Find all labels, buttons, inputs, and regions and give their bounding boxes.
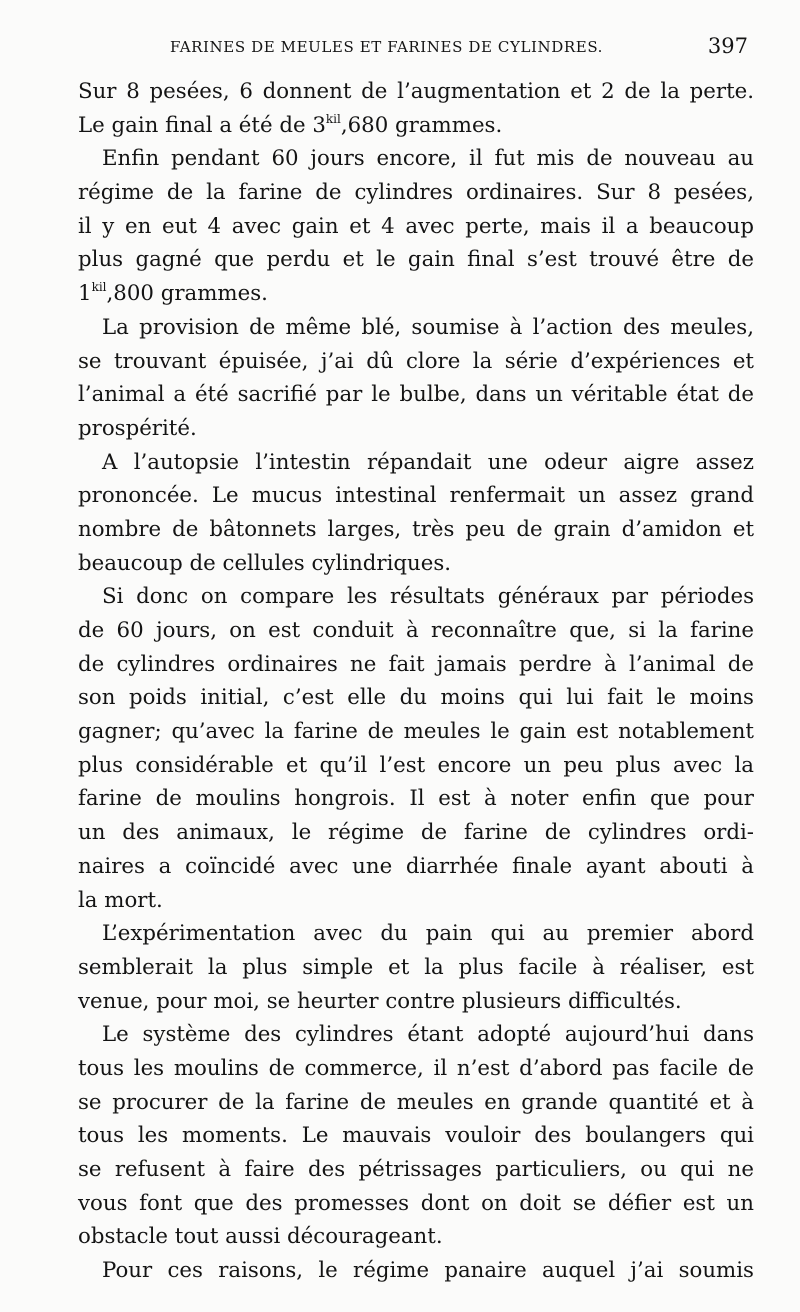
text-line: régime de la farine de cylindres ordinaires. Sur 8 pesées, bbox=[78, 180, 754, 206]
text-line: $1^{kil},800$ grammes. bbox=[78, 280, 268, 307]
text-line: naires a coïncidé avec une diarrhée finale ayant abouti à bbox=[78, 853, 754, 879]
text-line: Le gain final a été de $3^{kil},680$ grammes. bbox=[78, 111, 503, 138]
text-line: Enfin pendant 60 jours encore, il fut mis de nouveau au bbox=[102, 146, 754, 172]
text-line: A l’autopsie l’intestin répandait une odeur aigre assez bbox=[102, 449, 754, 475]
text-line: son poids initial, c’est elle du moins qui lui fait le moins bbox=[78, 685, 754, 711]
text-line: obstacle tout aussi décourageant. bbox=[78, 1224, 443, 1250]
text-line: plus gagné que perdu et le gain final s’est trouvé être de bbox=[78, 247, 754, 273]
text-line: Le système des cylindres étant adopté aujourd’hui dans bbox=[102, 1022, 754, 1048]
text-line: vous font que des promesses dont on doit se défier est un bbox=[78, 1190, 754, 1216]
text-line: beaucoup de cellules cylindriques. bbox=[78, 550, 452, 576]
text-line: Sur 8 pesées, 6 donnent de l’augmentation et 2 de la perte. bbox=[78, 79, 754, 104]
text-line: Si donc on compare les résultats généraux par périodes bbox=[102, 584, 754, 610]
text-line: Pour ces raisons, le régime panaire auquel j’ai soumis bbox=[102, 1258, 754, 1284]
text-line: semblerait la plus simple et la plus facile à réaliser, est bbox=[78, 954, 754, 980]
unit-superscript: kil bbox=[325, 111, 341, 126]
text-line: la mort. bbox=[78, 887, 163, 913]
text-line: l’animal a été sacrifié par le bulbe, dans un véritable état de bbox=[78, 382, 754, 408]
page-number: 397 bbox=[707, 34, 748, 58]
text-line: nombre de bâtonnets larges, très peu de grain d’amidon et bbox=[78, 516, 754, 542]
text-line: se refusent à faire des pétrissages particuliers, ou qui ne bbox=[78, 1157, 754, 1182]
text-line: un des animaux, le régime de farine de cylindres ordi- bbox=[78, 820, 754, 846]
text-line: plus considérable et qu’il l’est encore un peu plus avec la bbox=[78, 752, 754, 778]
text-line: tous les moulins de commerce, il n’est d’abord pas facile de bbox=[78, 1055, 754, 1081]
text-line: prospérité. bbox=[78, 415, 197, 441]
page-header bbox=[78, 34, 748, 64]
text-line: venue, pour moi, se heurter contre plusieurs difficultés. bbox=[78, 988, 682, 1014]
text-line: de 60 jours, on est conduit à reconnaître que, si la farine bbox=[78, 618, 754, 643]
unit-superscript: kil bbox=[91, 280, 107, 295]
text-line: tous les moments. Le mauvais vouloir des boulangers qui bbox=[78, 1123, 754, 1149]
body-text bbox=[78, 75, 754, 1288]
text-line: il y en eut 4 avec gain et 4 avec perte, mais il a beaucoup bbox=[78, 213, 754, 239]
text-line: se trouvant épuisée, j’ai dû clore la série d’expériences et bbox=[78, 348, 754, 374]
running-head: FARINES DE MEULES ET FARINES DE CYLINDRES. bbox=[170, 38, 604, 56]
text-line: farine de moulins hongrois. Il est à noter enfin que pour bbox=[78, 786, 754, 812]
text-line: prononcée. Le mucus intestinal renfermait un assez grand bbox=[78, 483, 754, 509]
text-line: La provision de même blé, soumise à l’action des meules, bbox=[102, 314, 754, 340]
text-line: L’expérimentation avec du pain qui au premier abord bbox=[102, 921, 754, 947]
text-line: de cylindres ordinaires ne fait jamais perdre à l’animal de bbox=[78, 651, 754, 677]
text-line: gagner; qu’avec la farine de meules le gain est notablement bbox=[78, 719, 754, 745]
text-line: se procurer de la farine de meules en grande quantité et à bbox=[78, 1089, 754, 1115]
